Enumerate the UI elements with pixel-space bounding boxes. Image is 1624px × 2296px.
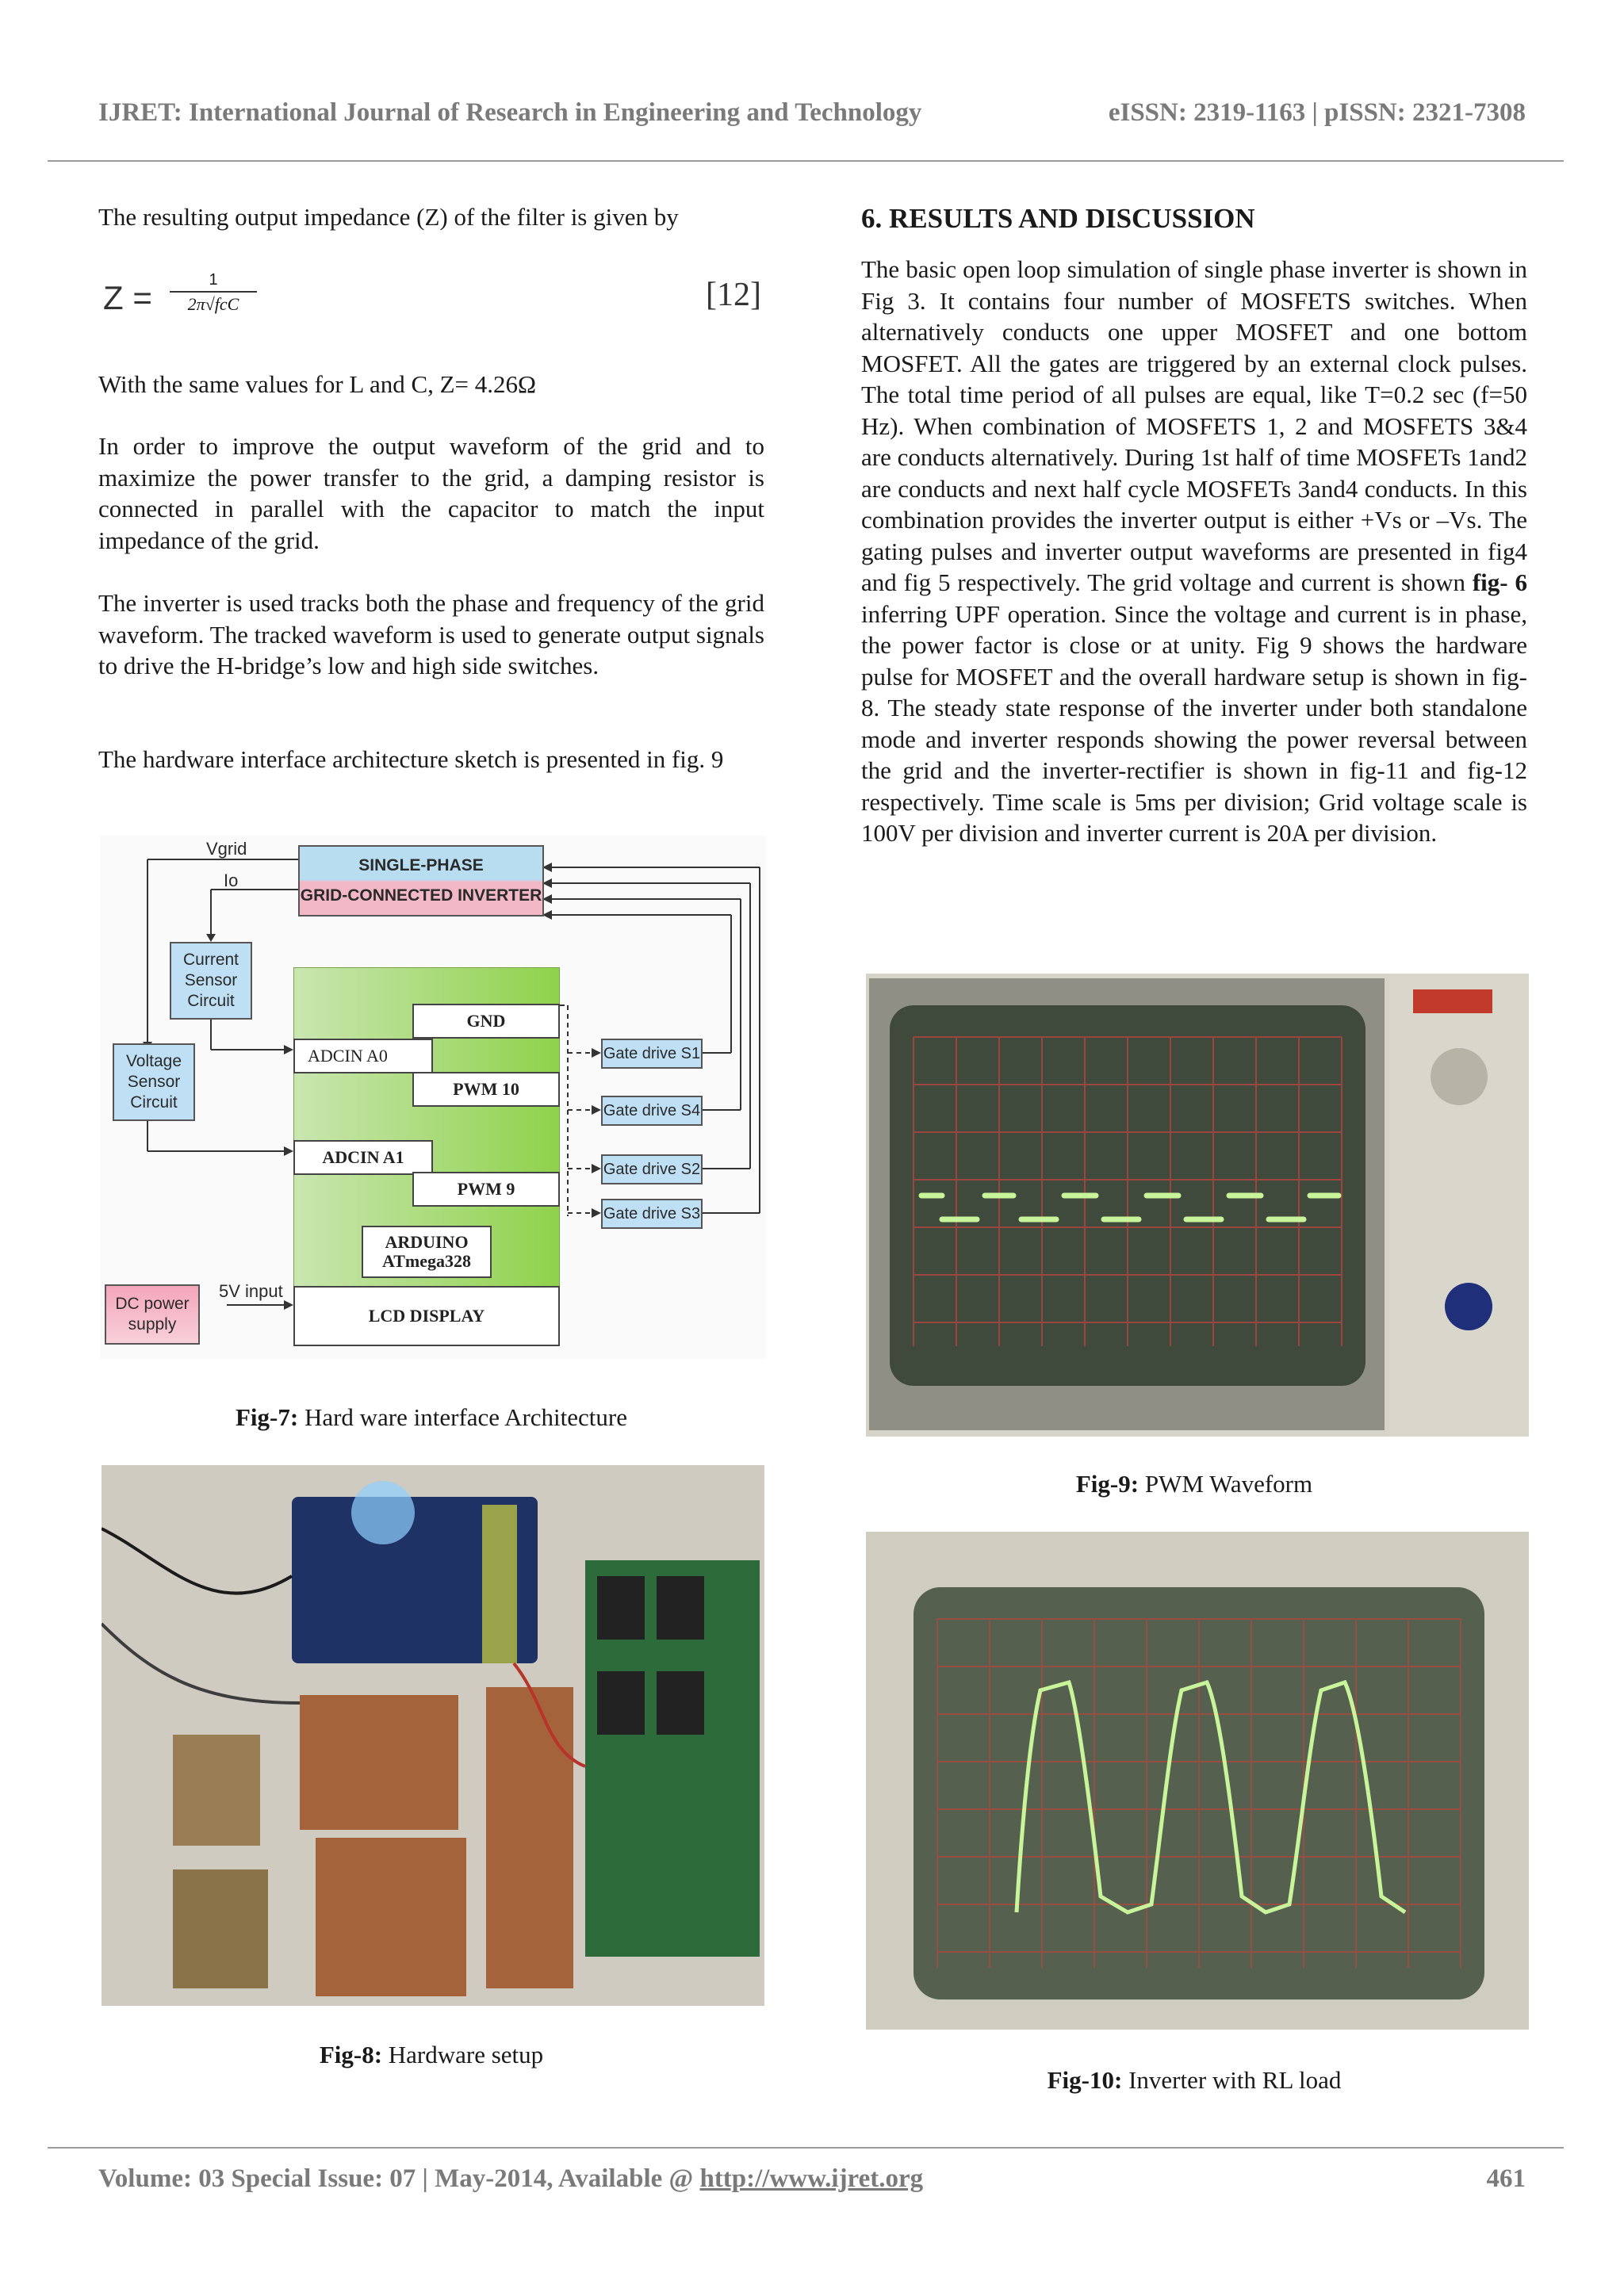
- equation-12: [103, 270, 761, 333]
- section-heading: 6. RESULTS AND DISCUSSION: [861, 203, 1255, 234]
- fig8-caption: Fig-8: Hardware setup: [319, 2041, 544, 2068]
- current-sensor-block: Current Sensor Circuit: [170, 942, 252, 1020]
- io-label: Io: [224, 871, 239, 890]
- oscilloscope-pwm: [866, 974, 1529, 1437]
- page-number: 461: [1486, 2164, 1526, 2193]
- rl-load-waveform-photo: [866, 1532, 1529, 2030]
- journal-title: IJRET: International Journal of Research in Engineering and Technology: [98, 98, 922, 127]
- journal-link[interactable]: http://www.ijret.org: [699, 2164, 924, 2193]
- voltage-sensor-block: Voltage Sensor Circuit: [113, 1043, 195, 1121]
- 5v-input-label: 5V input: [219, 1281, 283, 1301]
- hardware-setup-photo: [102, 1465, 764, 2006]
- equation-lhs: Z =: [103, 279, 152, 316]
- pwm-waveform-photo: [866, 974, 1529, 1437]
- issn: eISSN: 2319-1163 | pISSN: 2321-7308: [1108, 98, 1526, 127]
- fig9-caption: Fig-9: PWM Waveform: [1075, 1470, 1313, 1498]
- results-paragraph: The basic open loop simulation of single phase inverter is shown in Fig 3. It contains four number of MOSFETS switches. When alternatively conducts one upper MOSFET and one bottom MOSFET. All the gates are triggered by an external clock pulses. The total time period of all pulses are equal, like T=0.2 sec (f=50 Hz). When combination of MOSFETS 1, 2 and MOSFETS 3&4 are conducts alternatively. During 1st half of time MOSFETs 1and2 are conducts and next half cycle MOSFETs 3and4 conducts. In this combination provides the inverter output is either +Vs or –Vs. The gating pulses and inverter output waveforms are presented in fig4 and fig 5 respectively. The grid voltage and current is shown fig- 6 inferring UPF operation. Since the voltage and current is in phase, the power factor is close or at unity. Fig 9 shows the hardware pulse for MOSFET and the overall hardware setup is shown in fig-8. The steady state response of the inverter under both standalone mode and inverter responds showing the power reversal between the grid and the inverter-rectifier is shown in fig-11 and fig-12 respectively. Time scale is 5ms per division; Grid voltage scale is 100V per division and inverter current is 20A per division.: [861, 255, 1527, 847]
- intro-paragraph: The resulting output impedance (Z) of the filter is given by: [98, 203, 679, 231]
- dc-power-supply-block: DC power supply: [105, 1284, 200, 1345]
- lcd-display-block: LCD DISPLAY: [293, 1286, 560, 1346]
- impedance-paragraph: With the same values for L and C, Z= 4.26Ω: [98, 370, 537, 398]
- adcin-a1-pin: ADCIN A1: [293, 1140, 433, 1175]
- damping-paragraph: In order to improve the output waveform of the grid and to maximize the power transfer to the grid, a damping resistor is connected in parallel with the capacitor to match the input impedance of the grid.: [98, 432, 764, 554]
- fig6-reference: fig- 6: [1472, 568, 1527, 596]
- gnd-pin: GND: [412, 1004, 560, 1039]
- fig7-caption: Fig-7: Hard ware interface Architecture: [235, 1403, 627, 1431]
- architecture-paragraph: The hardware interface architecture sketch is presented in fig. 9: [98, 745, 724, 773]
- header-rule: [48, 160, 1564, 162]
- vgrid-label: Vgrid: [206, 839, 247, 859]
- equation-number: [12]: [706, 277, 761, 313]
- arduino-label: ARDUINO ATmega328: [362, 1226, 492, 1278]
- running-header: [98, 98, 1526, 133]
- pwm9-pin: PWM 9: [412, 1172, 560, 1207]
- gate-drive-s1: Gate drive S1: [601, 1039, 703, 1069]
- equation-numerator: 1: [170, 271, 257, 293]
- pwm10-pin: PWM 10: [412, 1072, 560, 1107]
- gate-drive-s2: Gate drive S2: [601, 1154, 703, 1184]
- gate-drive-s3: Gate drive S3: [601, 1199, 703, 1229]
- inverter-block: SINGLE-PHASE GRID-CONNECTED INVERTER: [298, 845, 544, 916]
- gate-drive-s4: Gate drive S4: [601, 1096, 703, 1126]
- equation-denominator: 2π√fcC: [187, 294, 239, 314]
- running-footer: [98, 2164, 1526, 2194]
- fig10-caption: Fig-10: Inverter with RL load: [1047, 2066, 1342, 2094]
- hardware-board-illustration: [102, 1465, 764, 2006]
- volume-info: Volume: 03 Special Issue: 07 | May-2014, Available @: [98, 2164, 700, 2193]
- architecture-diagram: [100, 836, 766, 1359]
- tracking-paragraph: The inverter is used tracks both the phase and frequency of the grid waveform. The tracked waveform is used to generate output signals to drive the H-bridge’s low and high side switches.: [98, 589, 764, 679]
- oscilloscope-rl-load: [866, 1532, 1529, 2030]
- footer-rule: [48, 2147, 1564, 2149]
- adcin-a0-pin: ADCIN A0: [293, 1039, 433, 1073]
- equation-fraction: [170, 271, 257, 315]
